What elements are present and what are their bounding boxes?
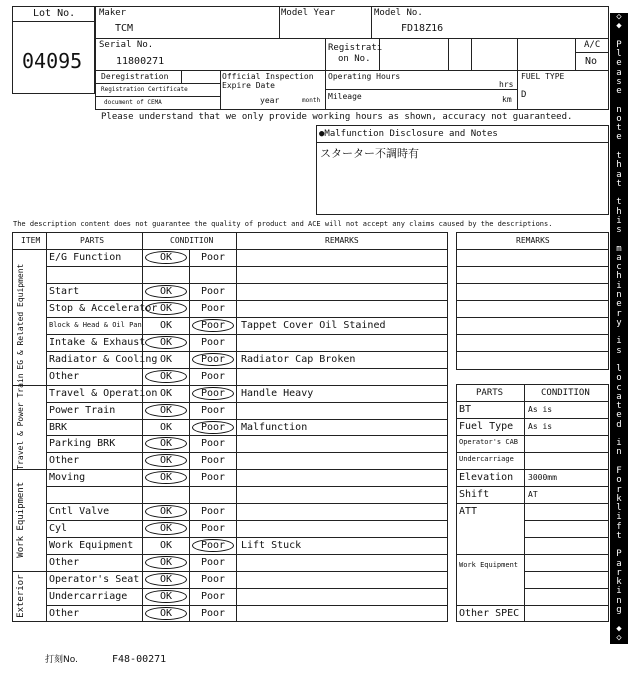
sidebar-char: i [616,438,622,449]
sidebar-char: a [616,391,622,402]
part-label: Intake & Exhaust [49,336,146,348]
part-label: Other [49,557,80,569]
condition-poor[interactable]: Poor [200,438,226,450]
condition-ok[interactable]: OK [159,574,173,586]
condition-ok[interactable]: OK [159,472,173,484]
condition-poor[interactable]: Poor [200,540,226,552]
sidebar-char: i [616,512,622,523]
sidebar-char: o [616,373,622,384]
sidebar-char: s [616,345,622,356]
condition-ok[interactable]: OK [159,285,173,297]
spec-part: Shift [459,489,490,500]
model-no-label: Model No. [374,8,423,18]
condition-poor[interactable]: Poor [200,591,226,602]
sidebar-char: n [616,447,622,458]
mileage-label: Mileage [328,92,362,101]
row-line [456,351,609,352]
sidebar-char: r [616,308,622,319]
row-line [46,317,448,318]
sidebar-char: h [616,206,622,217]
group-label: Exterior [16,574,26,619]
sidebar-char: e [616,410,622,421]
spec-value: AT [528,490,538,499]
row-line [456,249,609,250]
condition-ok[interactable]: OK [159,387,173,399]
fuel-type-value: D [521,90,527,100]
km-label: km [502,95,512,104]
sidebar-char: a [616,558,622,569]
part-label: Undercarriage [49,591,128,602]
group-divider [12,571,448,572]
sidebar-char: l [616,364,622,375]
selected-condition-oval [145,590,187,603]
part-label: Operator's Seat [49,574,140,586]
part-label: E/G Function [49,252,122,263]
condition-poor[interactable]: Poor [200,319,226,331]
part-label: Parking BRK [49,438,116,450]
condition-ok[interactable]: OK [159,455,173,467]
condition-poor[interactable]: Poor [200,302,226,314]
condition-poor[interactable]: Poor [200,370,226,382]
remark-text: Radiator Cap Broken [241,353,356,365]
row-line [456,554,609,555]
selected-condition-oval [145,370,187,383]
selected-condition-oval [192,353,234,366]
sidebar-char: ◆ [616,623,622,634]
sidebar-char: ◆ [616,21,622,32]
row-line [456,435,609,436]
row-line [46,266,448,267]
group-label: Work Equipment [16,482,26,559]
sidebar-char: i [616,280,622,291]
condition-ok[interactable]: OK [159,370,173,382]
sidebar-char: t [616,123,622,134]
spec-part: Work Equipment [459,561,519,569]
spec-part: Fuel Type [459,421,514,432]
row-line [46,537,448,538]
row-line [456,401,609,402]
row-line [46,300,448,301]
footer-label: 打刻No. [45,655,78,665]
condition-ok[interactable]: OK [159,421,173,433]
sidebar-char: y [616,317,622,328]
condition-poor[interactable]: Poor [200,607,226,619]
condition-poor[interactable]: Poor [200,404,226,416]
sidebar-char: l [616,503,622,514]
row-line [456,334,609,335]
row-line [46,554,448,555]
month-label: month [302,97,321,104]
condition-poor[interactable]: Poor [200,472,226,484]
condition-ok[interactable]: OK [159,353,173,365]
row-line [46,334,448,335]
row-line [46,368,448,369]
condition-ok[interactable]: OK [159,404,173,416]
condition-poor[interactable]: Poor [200,557,226,569]
sidebar-char: n [616,104,622,115]
sidebar-char: o [616,113,622,124]
selected-condition-oval [145,302,187,315]
group-divider [12,385,448,386]
spec-part: Elevation [459,472,514,483]
operating-hours-label: Operating Hours [328,72,401,81]
table-header-line [12,249,448,250]
sidebar-char: c [616,262,622,273]
condition-poor[interactable]: Poor [200,336,226,348]
part-label: Other [49,370,80,382]
sidebar-char: h [616,271,622,282]
sidebar-char: t [616,530,622,541]
right-remarks-frame [456,232,609,370]
sidebar-char: P [616,39,622,50]
maker-label: Maker [99,8,127,18]
remark-text: Handle Heavy [241,387,314,399]
sidebar-char: a [616,67,622,78]
selected-condition-oval [192,319,234,332]
sidebar-char: s [616,76,622,87]
remarks-header: REMARKS [325,236,359,245]
malfunction-text: スターター不調時有 [320,147,419,160]
selected-condition-oval [145,404,187,417]
parts-header: PARTS [80,236,105,245]
row-line [46,452,448,453]
selected-condition-oval [192,387,234,400]
spec-part: Other SPEC [459,608,520,619]
inspection-label: Official Inspection [222,72,314,81]
serial-no-label: Serial No. [99,40,154,50]
sidebar-char: a [616,169,622,180]
condition-ok[interactable]: OK [159,336,173,348]
part-label: Travel & Operation [49,387,158,399]
selected-condition-oval [145,336,187,349]
item-header: ITEM [21,236,41,245]
sidebar-char: k [616,493,622,504]
sidebar-char: h [616,160,622,171]
row-line [524,537,609,538]
row-line [46,419,448,420]
column-line [236,232,237,622]
group-divider [12,469,448,470]
row-line [456,503,609,504]
sidebar-char: g [616,605,622,615]
spec-part: Operator's CAB [459,438,519,446]
part-label: Other [49,607,80,619]
model-year-label: Model Year [281,8,336,18]
condition-ok[interactable]: OK [159,540,173,552]
row-line [46,283,448,284]
sidebar-char: t [616,178,622,189]
row-line [46,503,448,504]
sidebar-char: e [616,86,622,97]
row-line [456,605,609,606]
spec-condition-header: CONDITION [541,388,590,398]
column-line [142,232,143,622]
condition-ok[interactable]: OK [159,557,173,569]
spec-part: ATT [459,506,478,517]
sidebar-char: m [616,243,622,254]
remark-text: Tappet Cover Oil Stained [241,319,386,331]
right-remarks-header: REMARKS [516,236,550,245]
sidebar-char: a [616,252,622,263]
remark-text: Malfunction [241,421,308,433]
sidebar-char: d [616,419,622,430]
row-line [524,520,609,521]
spec-value: As is [528,405,553,414]
condition-poor[interactable]: Poor [200,285,226,297]
row-line [46,402,448,403]
sidebar-char: k [616,577,622,588]
sidebar-char: n [616,595,622,606]
sidebar-char: ◇ [616,632,622,643]
sidebar-char: i [616,586,622,597]
registration-label: Registrati [328,43,383,53]
row-line [456,469,609,470]
row-line [456,418,609,419]
spec-parts-header: PARTS [476,388,504,398]
row-line [456,266,609,267]
ac-label: A/C [584,40,601,50]
sidebar-char: f [616,521,622,532]
sidebar-char: t [616,150,622,161]
part-label: Radiator & Cooling [49,353,158,365]
sidebar-char: c [616,382,622,393]
maker-value: TCM [115,23,134,34]
group-label: Travel & Power Train [16,373,25,470]
selected-condition-oval [192,421,234,434]
serial-no-value: 11800271 [116,56,165,67]
sidebar-char: i [616,215,622,226]
sidebar-char: l [616,49,622,60]
sidebar-char: e [616,299,622,310]
part-label: Stop & Accelerator [49,302,158,314]
sidebar-char: t [616,197,622,208]
row-line [456,452,609,453]
condition-poor[interactable]: Poor [200,523,226,535]
deregistration-label: Deregistration [101,72,169,81]
condition-ok[interactable]: OK [159,302,173,314]
cema-label: document of CEMA [104,99,162,106]
row-line [46,435,448,436]
condition-header: CONDITION [170,236,214,245]
spec-part: Undercarriage [459,455,514,463]
notice-text: Please understand that we only provide working hours as shown, accuracy not guaranteed. [101,112,573,122]
condition-ok[interactable]: OK [159,506,173,518]
registration-label-2: on No. [338,54,371,64]
sidebar-char: P [616,549,622,560]
condition-ok[interactable]: OK [159,319,173,331]
spec-value: 3000mm [528,473,557,482]
condition-ok[interactable]: OK [159,523,173,535]
part-label: Block & Head & Oil Pan [49,320,142,329]
condition-poor[interactable]: Poor [200,574,226,586]
row-line [46,351,448,352]
selected-condition-oval [145,251,187,264]
location-notice-sidebar [610,13,628,644]
part-label: Cyl [49,523,68,535]
disclaimer-text: The description content does not guarantee the quality of product and ACE will not accept any claims caused by the descriptions. [13,220,553,228]
lot-no: 04095 [22,49,83,73]
sidebar-char: r [616,484,622,495]
condition-poor[interactable]: Poor [200,455,226,467]
row-line [456,317,609,318]
sidebar-char: o [616,475,622,486]
row-line [46,520,448,521]
sidebar-char: t [616,401,622,412]
condition-poor[interactable]: Poor [200,353,226,365]
row-line [46,588,448,589]
condition-ok[interactable]: OK [159,607,173,619]
condition-ok[interactable]: OK [159,252,173,263]
inspection-label-2: Expire Date [222,81,275,90]
sidebar-char: ◇ [616,12,622,22]
condition-poor[interactable]: Poor [200,506,226,518]
year-label: year [260,96,280,105]
sidebar-char: n [616,289,622,300]
sidebar-char: F [616,466,622,477]
condition-poor[interactable]: Poor [200,421,226,433]
footer-value: F48-00271 [112,654,167,665]
registration-certificate-label: Registration Certificate [101,86,188,93]
spec-value: As is [528,422,553,431]
spec-part: BT [459,404,472,415]
selected-condition-oval [145,573,187,586]
row-line [524,571,609,572]
selected-condition-oval [145,556,187,569]
condition-poor[interactable]: Poor [200,252,226,263]
selected-condition-oval [145,285,187,298]
row-line [524,588,609,589]
sidebar-char: s [616,225,622,236]
part-label: Work Equipment [49,540,134,552]
condition-poor[interactable]: Poor [200,387,226,399]
condition-ok[interactable]: OK [159,591,173,602]
part-label: Power Train [49,404,116,416]
row-line [456,300,609,301]
group-label: EG & Related Equipment [16,263,25,370]
model-no-value: FD18Z16 [401,23,444,34]
sidebar-char: r [616,567,622,578]
ac-value: No [585,56,598,67]
part-label: BRK [49,421,68,433]
column-line [46,232,47,622]
part-label: Start [49,285,80,297]
row-line [456,486,609,487]
remark-text: Lift Stuck [241,540,302,552]
part-label: Cntl Valve [49,506,110,518]
selected-condition-oval [145,607,187,620]
hrs-label: hrs [499,80,514,89]
lot-no-label: Lot No. [33,8,76,19]
row-line [46,605,448,606]
sidebar-char: i [616,336,622,347]
condition-ok[interactable]: OK [159,438,173,450]
fuel-type-label: FUEL TYPE [521,72,565,81]
malfunction-title: ●Malfunction Disclosure and Notes [319,129,498,139]
row-line [46,486,448,487]
part-label: Moving [49,472,86,484]
sidebar-char: e [616,58,622,69]
row-line [456,283,609,284]
part-label: Other [49,455,80,467]
sidebar-char: e [616,132,622,143]
